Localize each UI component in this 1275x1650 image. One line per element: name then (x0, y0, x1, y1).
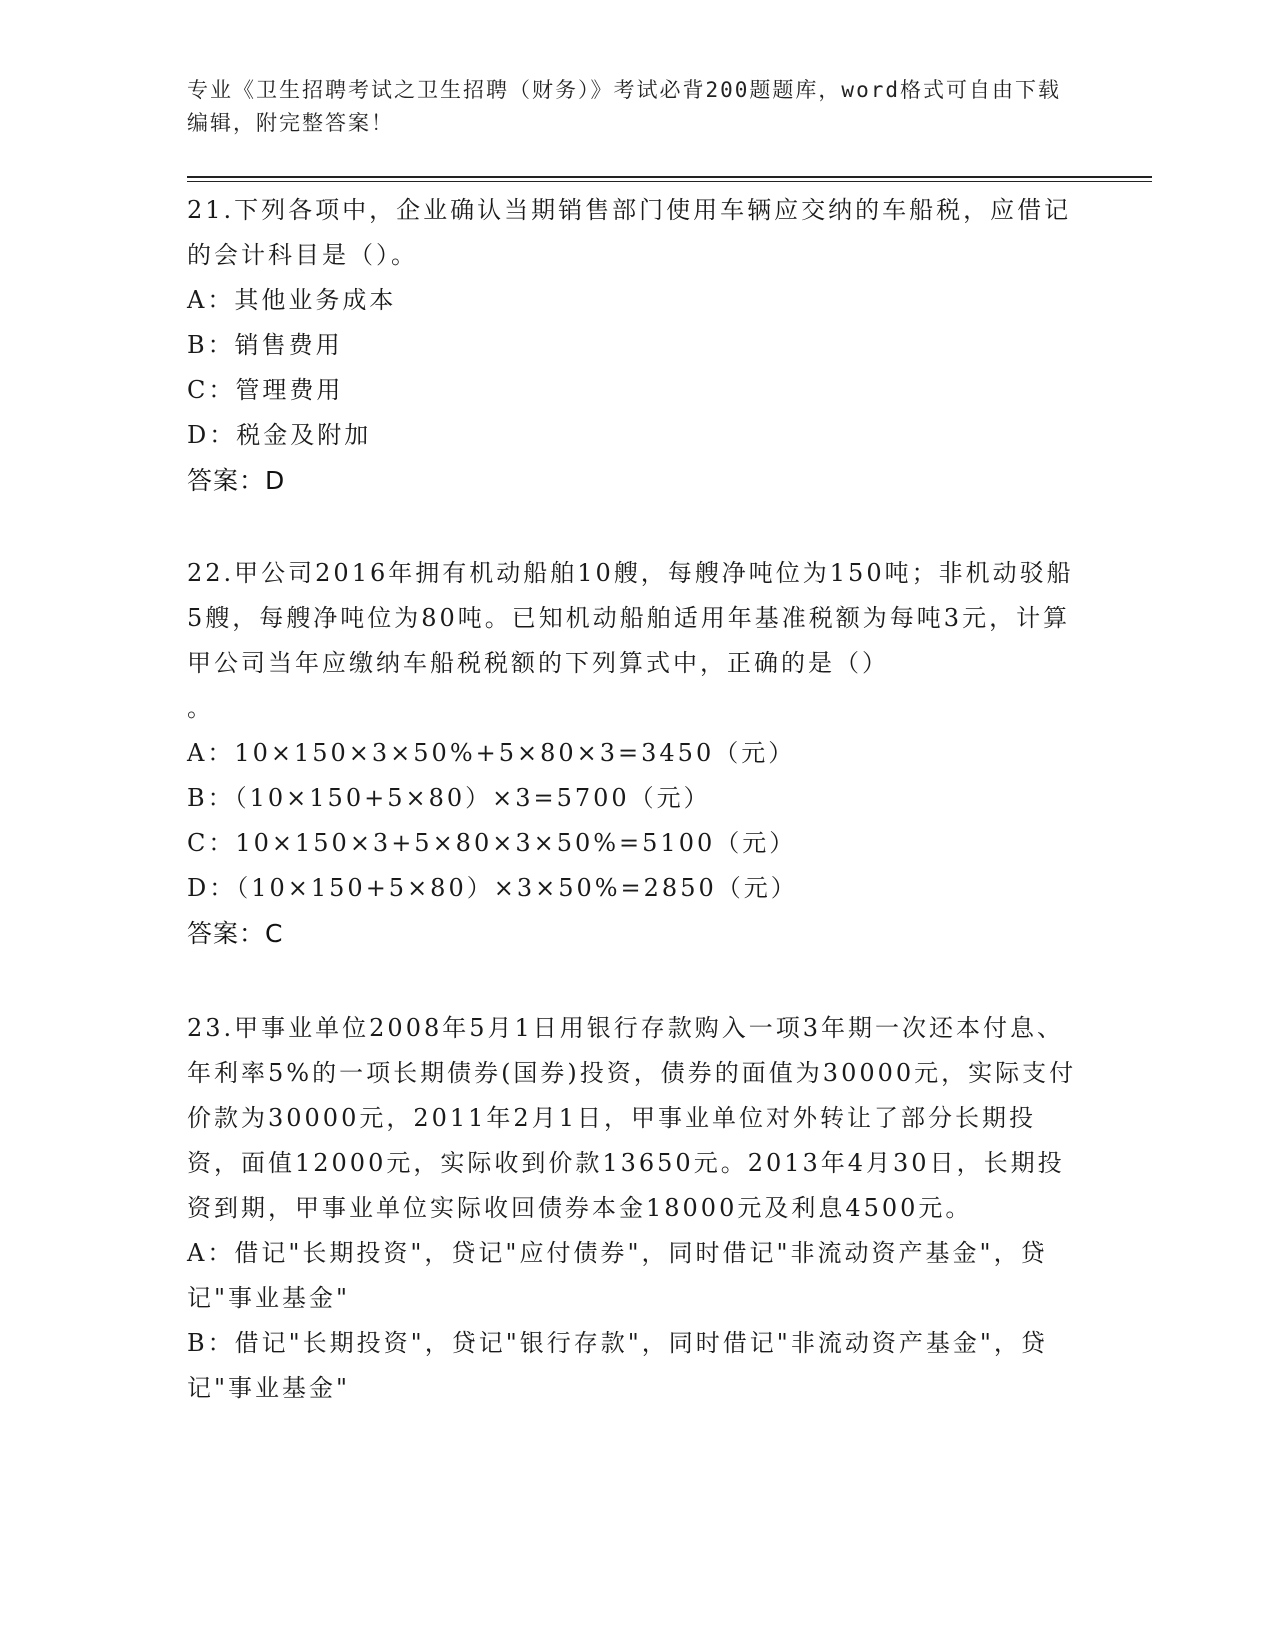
question-stem: 23.甲事业单位2008年5月1日用银行存款购入一项3年期一次还本付息、年利率5%的一项长期债券(国券)投资，债券的面值为30000元，实际支付价款为30000元，2011年2月1日，甲事业单位对外转让了部分长期投资，面值12000元，实际收到价款13650元。2013年4月30日，长期投资到期，甲事业单位实际收回债券本金18000元及利息4500元。 (187, 1014, 1077, 1222)
option-b: B：借记"长期投资"，贷记"银行存款"，同时借记"非流动资产基金"，贷记"事业基金" (187, 1329, 1048, 1402)
answer: 答案：C (187, 919, 284, 948)
option-a: A：其他业务成本 (187, 286, 397, 314)
option-c: C：管理费用 (187, 376, 344, 404)
option-d: D：税金及附加 (187, 421, 372, 449)
option-c: C：10×150×3+5×80×3×50%=5100（元） (187, 829, 797, 857)
option-a: A：10×150×3×50%+5×80×3=3450（元） (187, 739, 796, 767)
question-23 (187, 1006, 1077, 1411)
header-divider (187, 176, 1152, 178)
header-divider-thin (187, 181, 1152, 182)
question-stem-tail: 。 (187, 694, 214, 722)
question-22 (187, 551, 1077, 956)
answer: 答案：D (187, 466, 286, 495)
question-stem: 21.下列各项中，企业确认当期销售部门使用车辆应交纳的车船税，应借记的会计科目是（）。 (187, 196, 1072, 269)
document-header: 专业《卫生招聘考试之卫生招聘（财务）》考试必背200题题库，word格式可自由下载编辑，附完整答案！ (187, 78, 1061, 135)
option-a: A：借记"长期投资"，贷记"应付债券"，同时借记"非流动资产基金"，贷记"事业基金" (187, 1239, 1048, 1312)
option-d: D：（10×150+5×80）×3×50%=2850（元） (187, 874, 798, 902)
option-b: B：（10×150+5×80）×3=5700（元） (187, 784, 711, 812)
question-21 (187, 188, 1077, 503)
option-b: B：销售费用 (187, 331, 343, 359)
question-stem: 22.甲公司2016年拥有机动船舶10艘，每艘净吨位为150吨；非机动驳船5艘，每艘净吨位为80吨。已知机动船舶适用年基准税额为每吨3元，计算甲公司当年应缴纳车船税税额的下列算式中，正确的是（） (187, 559, 1074, 677)
